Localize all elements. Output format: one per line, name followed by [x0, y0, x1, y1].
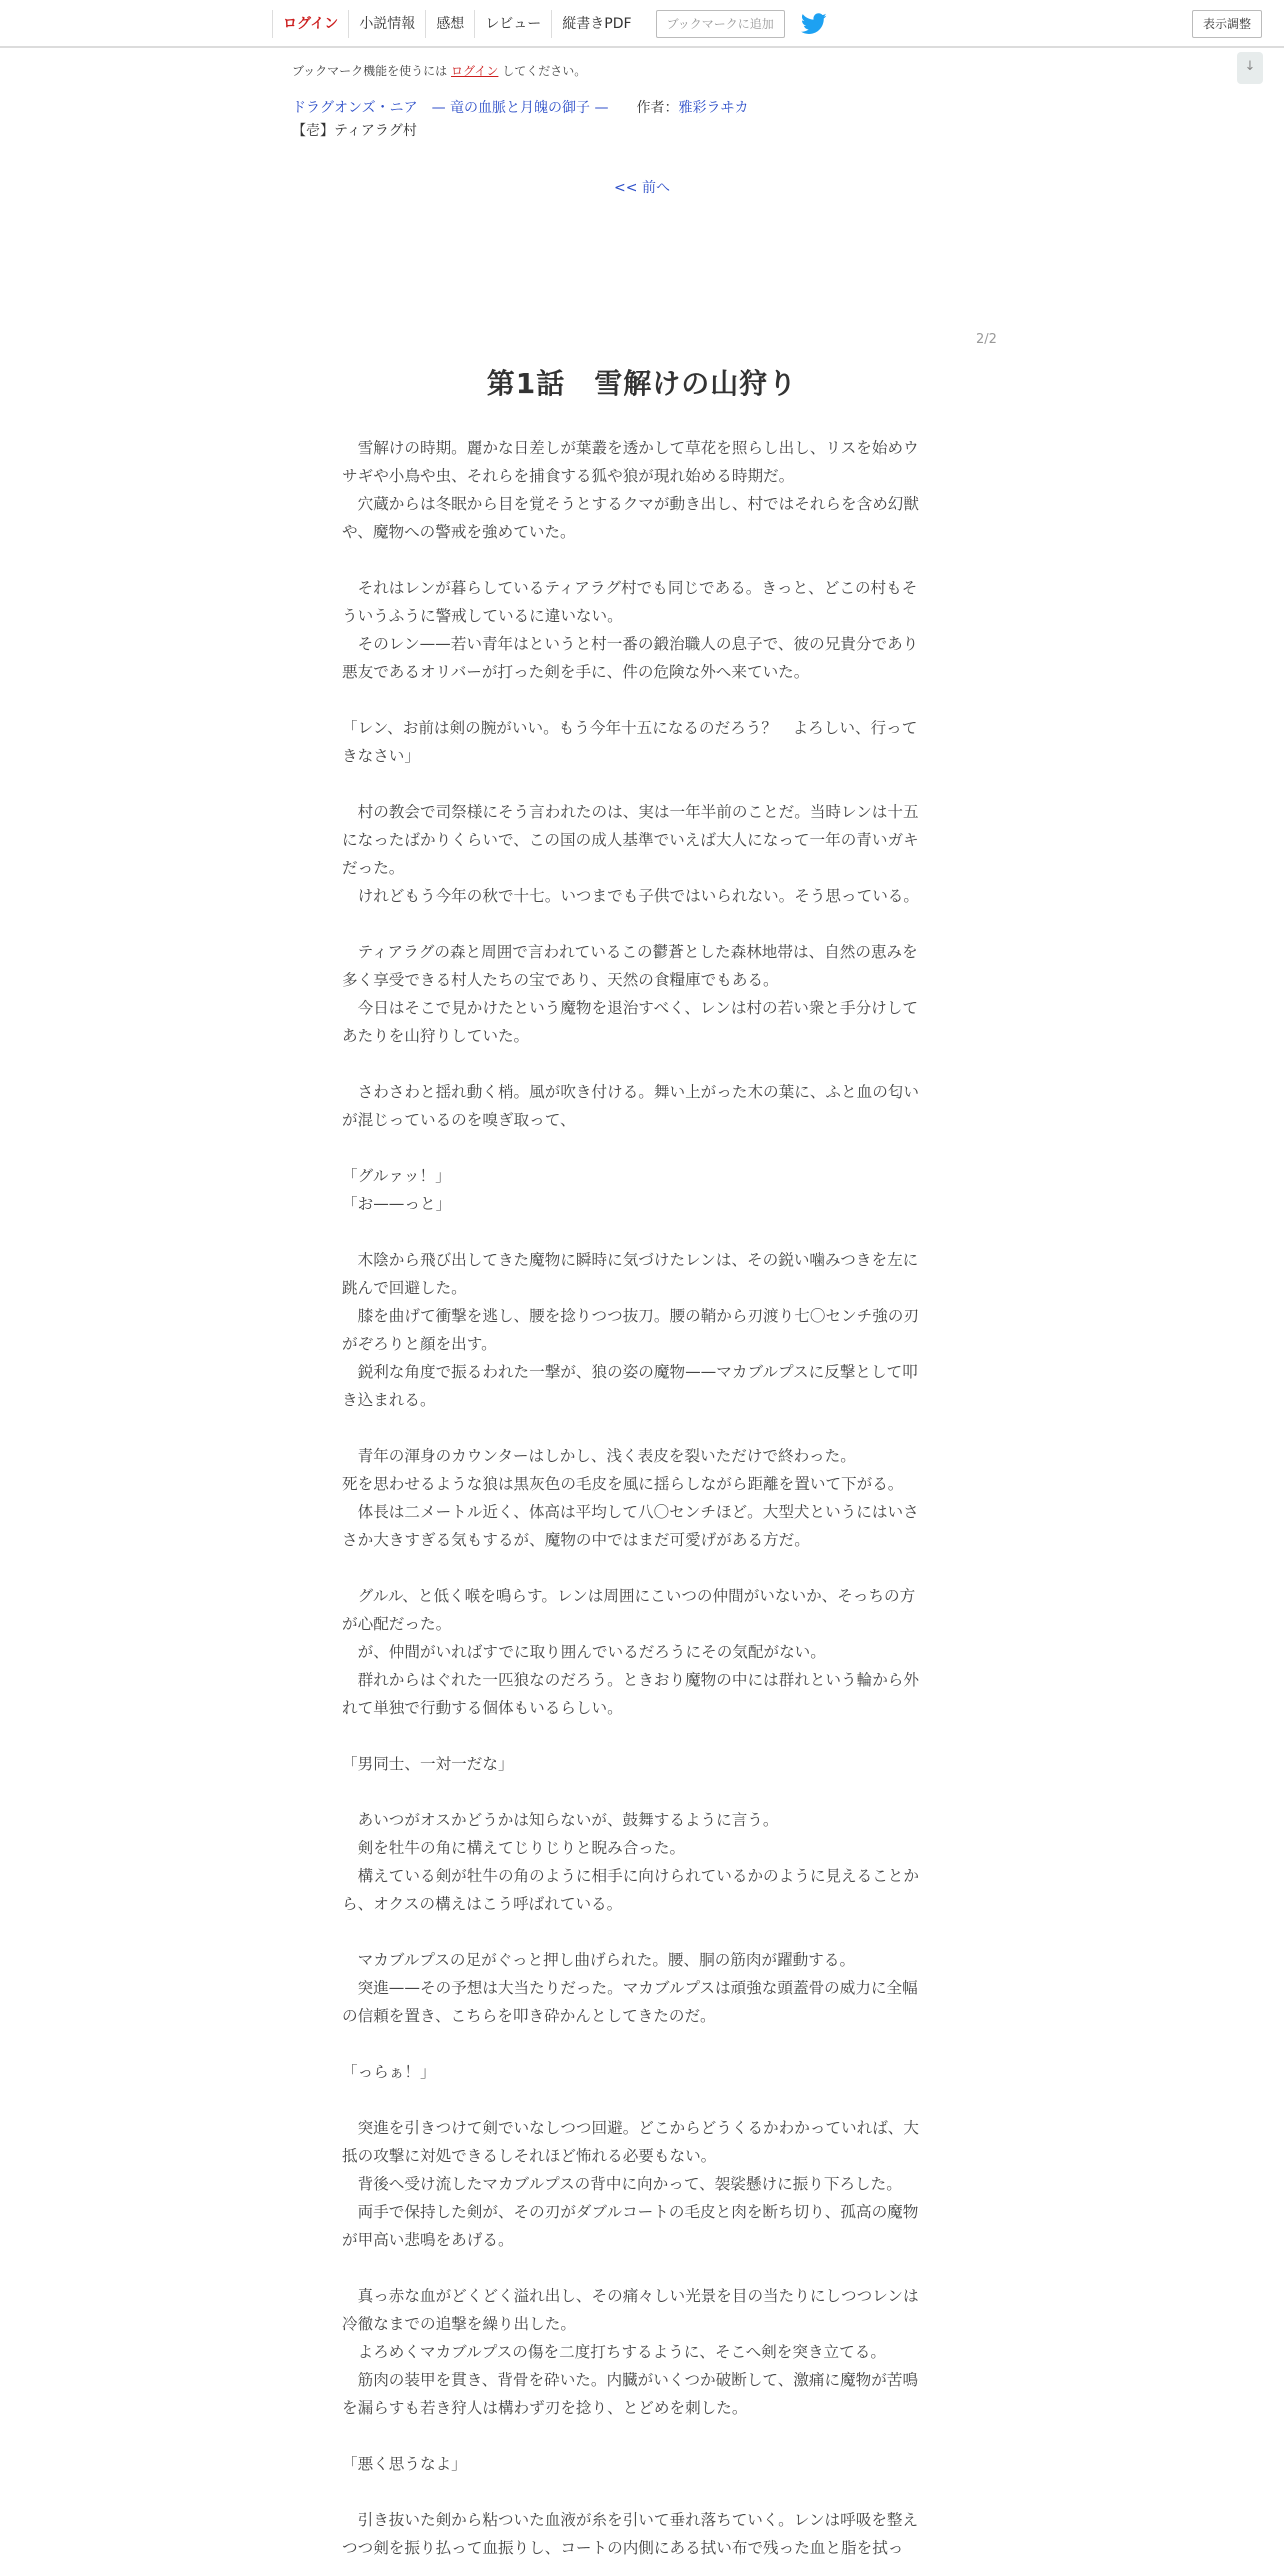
blank-line [342, 770, 937, 798]
blank-line [342, 910, 937, 938]
impressions-link[interactable]: 感想 [425, 10, 474, 38]
page-number: 2/2 [976, 332, 997, 347]
blank-line [342, 1050, 937, 1078]
text-line: がぞろりと顔を出す。 [342, 1335, 497, 1353]
text-line: つつ剣を振り払って血振りし、コートの内側にある拭い布で残った血と脂を拭っ [342, 2539, 904, 2557]
text-line: 体長は二メートル近く、体高は平均して八〇センチほど。大型犬というにはいさ [342, 1503, 919, 1521]
blank-line [342, 1218, 937, 1246]
text-line: ら、オクスの構えはこう呼ばれている。 [342, 1895, 623, 1913]
text-line: 両手で保持した剣が、その刃がダブルコートの毛皮と肉を断ち切り、孤高の魔物 [342, 2203, 919, 2221]
blank-line [342, 2086, 937, 2114]
text-line: それはレンが暮らしているティアラグ村でも同じである。きっと、どこの村もそ [342, 579, 918, 597]
text-line: 突進を引きつけて剣でいなしつつ回避。どこからどうくるかわかっていれば、大 [342, 2119, 919, 2137]
blank-line [342, 686, 937, 714]
blank-line [342, 2254, 937, 2282]
text-line: サギや小鳥や虫、それらを捕食する狐や狼が現れ始める時期だ。 [342, 467, 795, 485]
text-line: の信頼を置き、こちらを叩き砕かんとしてきたのだ。 [342, 2007, 716, 2025]
text-line: けれどもう今年の秋で十七。いつまでも子供ではいられない。そう思っている。 [342, 887, 919, 905]
text-line: になったばかりくらいで、この国の成人基準でいえば大人になって一年の青いガキ [342, 831, 919, 849]
text-line: 鋭利な角度で振るわれた一撃が、狼の姿の魔物——マカブルプスに反撃として叩 [342, 1363, 918, 1381]
text-line: 穴蔵からは冬眠から目を覚そうとするクマが動き出し、村ではそれらを含め幻獣 [342, 495, 919, 513]
text-line: 青年の渾身のカウンターはしかし、浅く表皮を裂いただけで終わった。 [342, 1447, 856, 1465]
text-line: 真っ赤な血がどくどく溢れ出し、その痛々しい光景を目の当たりにしつつレンは [342, 2287, 919, 2305]
add-bookmark-button[interactable]: ブックマークに追加 [656, 10, 785, 38]
text-line: さわさわと揺れ動く梢。風が吹き付ける。舞い上がった木の葉に、ふと血の匂い [342, 1083, 919, 1101]
text-line: を漏らすも若き狩人は構わず刃を捻り、とどめを刺した。 [342, 2399, 748, 2417]
text-line: が、仲間がいればすでに取り囲んでいるだろうにその気配がない。 [342, 1643, 826, 1661]
text-line: 抵の攻撃に対処できるしそれほど怖れる必要もない。 [342, 2147, 717, 2165]
text-line: あたりを山狩りしていた。 [342, 1027, 530, 1045]
author-link[interactable]: 雅彩ラヰカ [678, 100, 749, 116]
vertical-pdf-link[interactable]: 縦書きPDF [551, 10, 641, 38]
login-link[interactable]: ログイン [272, 10, 348, 38]
text-line: 多く享受できる村人たちの宝であり、天然の食糧庫でもある。 [342, 971, 779, 989]
top-header [0, 0, 1284, 48]
scroll-down-button[interactable]: ↓ [1237, 52, 1263, 84]
novel-title-link[interactable]: ドラグオンズ・ニア — 竜の血脈と月魄の御子 — [292, 100, 609, 116]
text-line: き込まれる。 [342, 1391, 436, 1409]
blank-line [342, 2422, 937, 2450]
text-line: が混じっているのを嗅ぎ取って、 [342, 1111, 576, 1129]
text-line: 木陰から飛び出してきた魔物に瞬時に気づけたレンは、その鋭い噛みつきを左に [342, 1251, 919, 1269]
text-line: 今日はそこで見かけたという魔物を退治すべく、レンは村の若い衆と手分けして [342, 999, 918, 1017]
text-line: 筋肉の装甲を貫き、背骨を砕いた。内臓がいくつか破断して、激痛に魔物が苦鳴 [342, 2371, 919, 2389]
text-line: あいつがオスかどうかは知らないが、鼓舞するように言う。 [342, 1811, 779, 1829]
text-line: 群れからはぐれた一匹狼なのだろう。ときおり魔物の中には群れという輪から外 [342, 1671, 919, 1689]
text-line: や、魔物への警戒を強めていた。 [342, 523, 576, 541]
text-line: 「お——っと」 [342, 1195, 452, 1213]
review-link[interactable]: レビュー [474, 10, 551, 38]
text-line: 「っらぁ！」 [342, 2063, 436, 2081]
display-settings-button[interactable]: 表示調整 [1192, 10, 1262, 38]
novel-body-text [342, 434, 937, 2562]
text-line: ういうふうに警戒しているに違いない。 [342, 607, 623, 625]
author-label: 作者： [636, 100, 679, 116]
text-line: 「グルァッ！」 [342, 1167, 451, 1185]
blank-line [342, 2478, 937, 2506]
text-line: 死を思わせるような狼は黒灰色の毛皮を風に揺らしながら距離を置いて下がる。 [342, 1475, 904, 1493]
text-line: 背後へ受け流したマカブルプスの背中に向かって、袈裟懸けに振り下ろした。 [342, 2175, 902, 2193]
blank-line [342, 2030, 937, 2058]
text-line: 冷徹なまでの追撃を繰り出した。 [342, 2315, 576, 2333]
text-line: マカブルプスの足がぐっと押し曲げられた。腰、胴の筋肉が躍動する。 [342, 1951, 856, 1969]
blank-line [342, 1778, 937, 1806]
notice-prefix: ブックマーク機能を使うには [292, 64, 448, 78]
novel-info-line [292, 97, 748, 117]
text-line: さか大きすぎる気もするが、魔物の中ではまだ可愛げがある方だ。 [342, 1531, 810, 1549]
text-line: れて単独で行動する個体もいるらしい。 [342, 1699, 623, 1717]
text-line: 突進——その予想は大当たりだった。マカブルプスは頑強な頭蓋骨の威力に全幅 [342, 1979, 918, 1997]
blank-line [342, 1414, 937, 1442]
text-line: 剣を牡牛の角に構えてじりじりと睨み合った。 [342, 1839, 686, 1857]
text-line: が甲高い悲鳴をあげる。 [342, 2231, 514, 2249]
text-line: 構えている剣が牡牛の角のように相手に向けられているかのように見えることか [342, 1867, 919, 1885]
text-line: が心配だった。 [342, 1615, 452, 1633]
text-line: 雪解けの時期。麗かな日差しが葉叢を透かして草花を照らし出し、リスを始めウ [342, 439, 919, 457]
text-line: 膝を曲げて衝撃を逃し、腰を捻りつつ抜刀。腰の鞘から刃渡り七〇センチ強の刃 [342, 1307, 919, 1325]
notice-login-link[interactable]: ログイン [451, 64, 499, 78]
bookmark-login-notice [292, 62, 586, 79]
text-line: そのレン——若い青年はというと村一番の鍛治職人の息子で、彼の兄貴分であり [342, 635, 919, 653]
text-line: 「男同士、一対一だな」 [342, 1755, 514, 1773]
blank-line [342, 546, 937, 574]
chapter-label: 【壱】ティアラグ村 [292, 123, 417, 139]
text-line: 悪友であるオリバーが打った剣を手に、件の危険な外へ来ていた。 [342, 663, 810, 681]
blank-line [342, 1722, 937, 1750]
text-line: 引き抜いた剣から粘ついた血液が糸を引いて垂れ落ちていく。レンは呼吸を整え [342, 2511, 919, 2529]
text-line: だった。 [342, 859, 405, 877]
novel-info-link[interactable]: 小説情報 [348, 10, 425, 38]
main-nav [272, 10, 829, 38]
notice-suffix: してください。 [502, 64, 587, 78]
twitter-bird-icon[interactable] [801, 12, 829, 36]
episode-title: 第1話 雪解けの山狩り [486, 367, 798, 400]
text-line: 「レン、お前は剣の腕がいい。もう今年十五になるのだろう？ よろしい、行って [342, 719, 918, 737]
text-line: 村の教会で司祭様にそう言われたのは、実は一年半前のことだ。当時レンは十五 [342, 803, 919, 821]
text-line: ティアラグの森と周囲で言われているこの鬱蒼とした森林地帯は、自然の恵みを [342, 943, 918, 961]
text-line: 「悪く思うなよ」 [342, 2455, 467, 2473]
text-line: グルル、と低く喉を鳴らす。レンは周囲にこいつの仲間がいないか、そっちの方 [342, 1587, 916, 1605]
blank-line [342, 1554, 937, 1582]
prev-page-link[interactable]: << 前へ [614, 180, 670, 196]
text-line: よろめくマカブルプスの傷を二度打ちするように、そこへ剣を突き立てる。 [342, 2343, 886, 2361]
blank-line [342, 1134, 937, 1162]
blank-line [342, 1918, 937, 1946]
text-line: きなさい」 [342, 747, 420, 765]
text-line: 跳んで回避した。 [342, 1279, 467, 1297]
